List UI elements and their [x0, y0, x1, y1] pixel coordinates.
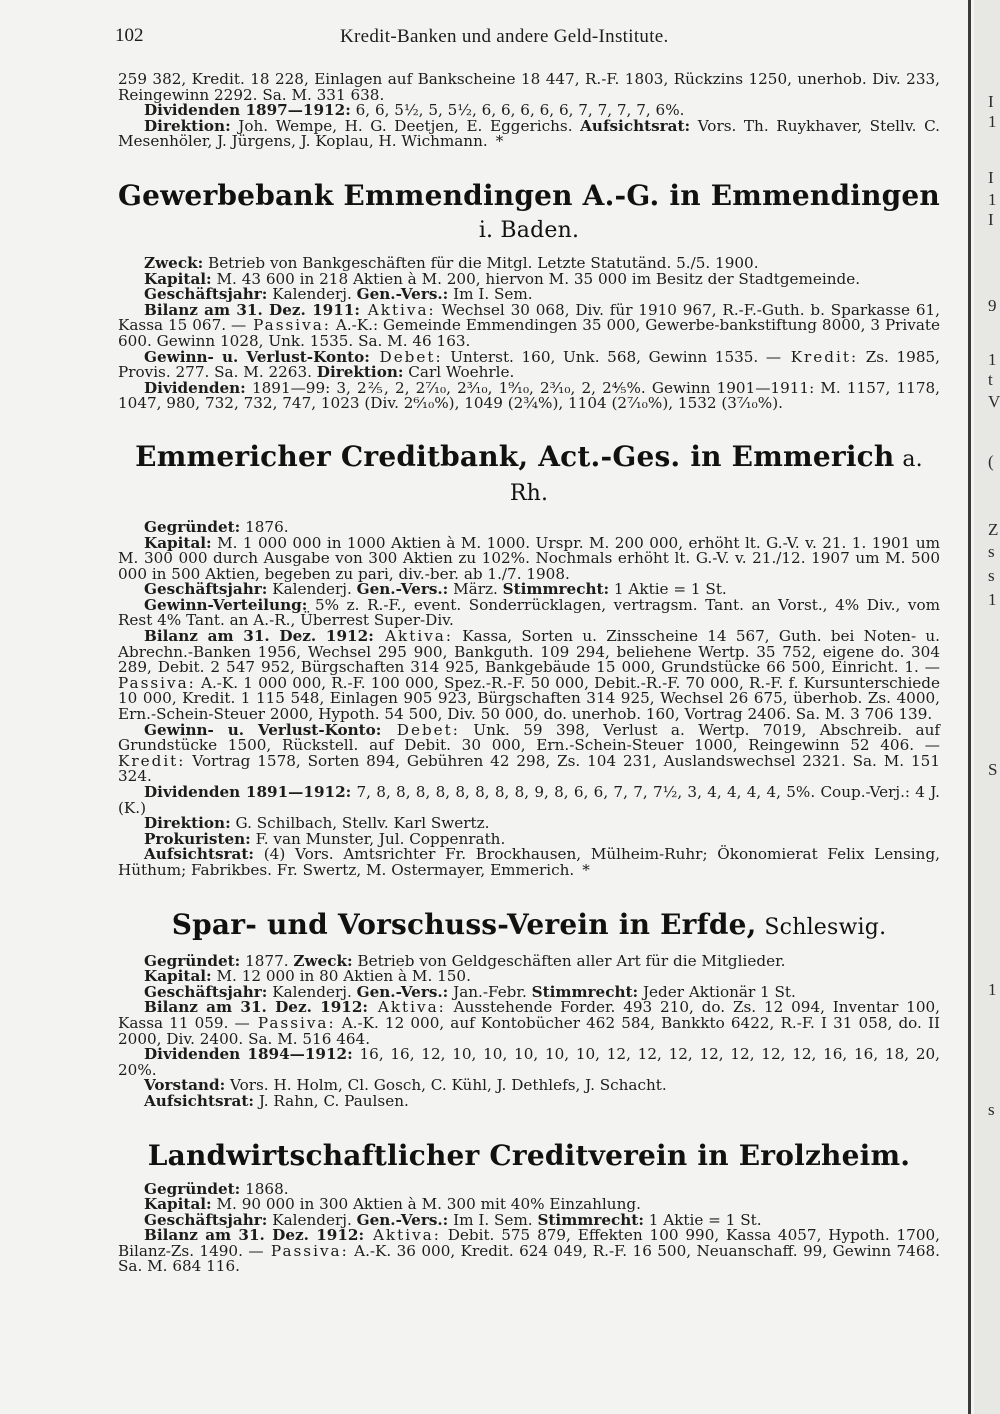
ledger-side: Passiva:: [249, 1013, 336, 1032]
field-value: Kalenderj.: [267, 285, 352, 304]
field-label: Dividenden 1897—1912:: [144, 101, 351, 120]
field-label: Aufsichtsrat:: [144, 845, 254, 864]
field-value: Wechsel 30 068, Div. für 1910 967, R.-F.-Guth. b. Sparkasse 61, Kassa 15 067. —: [118, 300, 940, 335]
title-main: Landwirtschaftlicher Creditverein in Erolzheim.: [147, 1138, 911, 1172]
field-label: Vorstand:: [144, 1076, 226, 1095]
gutter-char: 1: [988, 112, 997, 131]
binding-line: [968, 0, 971, 1414]
section-title: [118, 1140, 940, 1173]
field-value: 1 Aktie = 1 St.: [609, 580, 727, 599]
field-value: Betrieb von Geldgeschäften aller Art für die Mitglieder.: [352, 951, 786, 970]
gutter-char: S: [988, 760, 998, 779]
ledger-side: Aktiva:: [364, 1226, 441, 1245]
title-main: Gewerbebank Emmendingen A.-G. in Emmendingen: [118, 178, 940, 212]
field-label: Kapital:: [144, 967, 212, 986]
entry-paragraph: [118, 1228, 940, 1275]
gutter-char: 1: [988, 190, 997, 209]
field-value: M. 43 600 in 218 Aktien à M. 200, hiervon M. 35 000 im Besitz der Stadtgemeinde.: [211, 269, 861, 288]
page-header: [110, 25, 940, 53]
section-title: [118, 180, 940, 247]
field-label: Aufsichtsrat:: [144, 1091, 254, 1110]
field-value: M. 1 000 000 in 1000 Aktien à M. 1000. Urspr. M. 200 000, erhöht lt. G.-V. v. 21. 1. 1901 um M. 300 000 durch Ausgabe von 300 Aktien zu 102%. Nochmals erhöht lt. G.-V. v. 21./12. 1907 um M. 500 000 in 500 Aktien, begeben zu pari, div.-ber. ab 1./7. 1908.: [118, 533, 940, 583]
field-label: Bilanz am 31. Dez. 1912:: [144, 998, 369, 1017]
field-label: Bilanz am 31. Dez. 1911:: [144, 300, 360, 319]
field-label: Zweck:: [293, 951, 353, 970]
field-label: Gegründet:: [144, 1179, 241, 1198]
section-title: [118, 909, 940, 944]
field-label: Gewinn-Verteilung:: [144, 595, 308, 614]
ledger-side: Aktiva:: [373, 627, 453, 646]
gutter-char: Z: [988, 520, 999, 539]
field-label: Gen.-Vers.:: [356, 1210, 449, 1229]
field-label: Bilanz am 31. Dez. 1912:: [144, 1226, 365, 1245]
gutter-char: 1: [988, 350, 997, 369]
field-label: Stimmrecht:: [537, 1210, 644, 1229]
title-sub: a. Rh.: [509, 446, 923, 506]
section-erolzheim: [118, 1140, 940, 1276]
field-value: G. Schilbach, Stellv. Karl Swertz.: [230, 814, 490, 833]
field-label: Gen.-Vers.:: [356, 982, 449, 1001]
field-value: Vortrag 1578, Sorten 894, Gebühren 42 298, Zs. 104 231, Auslandswechsel 2321. Sa. M. 151 324.: [118, 751, 940, 786]
gutter-char: 1: [988, 590, 997, 609]
field-label: Aufsichtsrat:: [580, 116, 691, 135]
ledger-side: Debet:: [381, 720, 460, 739]
field-label: Gewinn- u. Verlust-Konto:: [144, 347, 370, 366]
entry-paragraph: [118, 847, 940, 878]
field-value: Zs. 1985, Provis. 277. Sa. M. 2263.: [118, 347, 940, 382]
entry-paragraph: [118, 785, 940, 816]
field-label: Dividenden 1894—1912:: [144, 1045, 353, 1064]
entry-paragraph: [118, 1000, 940, 1047]
field-value: M. 90 000 in 300 Aktien à M. 300 mit 40% Einzahlung.: [211, 1195, 641, 1214]
field-value: 259 382, Kredit. 18 228, Einlagen auf Bankscheine 18 447, R.-F. 1803, Rückzins 1250, unerhob. Div. 233, Reingewinn 2292. Sa. M. 331 638.: [118, 70, 940, 104]
gutter-char: (: [988, 452, 994, 471]
field-value: 6, 6, 5½, 5, 5½, 6, 6, 6, 6, 6, 7, 7, 7, 7, 6%.: [350, 101, 685, 120]
entry-paragraph: [118, 595, 940, 630]
section-erfde: [118, 909, 940, 1110]
ledger-side: Kredit:: [781, 347, 859, 366]
field-value: 1 Aktie = 1 St.: [643, 1210, 762, 1229]
ledger-side: Passiva:: [246, 316, 331, 335]
field-value: A.-K. 36 000, Kredit. 624 049, R.-F. 16 500, Neuanschaff. 99, Gewinn 7468. Sa. M. 684 116.: [118, 1241, 940, 1276]
field-value: Ausstehende Forder. 493 210, do. Zs. 12 094, Inventar 100, Kassa 11 059. —: [118, 998, 940, 1032]
field-value: Jan.-Febr.: [448, 982, 527, 1001]
field-value: Kalenderj.: [267, 580, 352, 599]
field-label: Dividenden:: [144, 378, 246, 397]
field-value: Unk. 59 398, Verlust a. Wertp. 7019, Abschreib. auf Grundstücke 1500, Rückstell. auf Debit. 30 000, Ern.-Schein-Steuer 1000, Reingewinn 52 406. —: [118, 720, 940, 755]
entry-paragraph: [118, 72, 940, 103]
field-value: 1877.: [240, 951, 289, 970]
gutter-char: 1: [988, 980, 997, 999]
gutter-char: t: [988, 370, 993, 389]
field-value: Debit. 575 879, Effekten 100 990, Kassa 4057, Hypoth. 1700, Bilanz-Zs. 1490. —: [118, 1226, 940, 1260]
field-value: Betrieb von Bankgeschäften für die Mitgl. Letzte Statutänd. 5./5. 1900.: [203, 253, 759, 272]
field-value: J. Rahn, C. Paulsen.: [254, 1091, 409, 1110]
field-value: 1876.: [240, 517, 289, 536]
field-label: Gen.-Vers.:: [356, 580, 449, 599]
field-value: Im I. Sem.: [448, 285, 533, 304]
field-value: Carl Woehrle.: [403, 363, 515, 382]
field-label: Geschäftsjahr:: [144, 285, 268, 304]
entry-paragraph: [118, 720, 940, 786]
section-emmendingen: [118, 180, 940, 412]
field-label: Prokuristen:: [144, 829, 251, 848]
gutter-char: s: [988, 542, 995, 561]
section-title: [118, 441, 940, 510]
field-label: Gewinn- u. Verlust-Konto:: [144, 720, 382, 739]
field-label: Stimmrecht:: [502, 580, 610, 599]
field-label: Stimmrecht:: [531, 982, 639, 1001]
page-number: 102: [115, 25, 144, 46]
field-value: Vors. H. Holm, Cl. Gosch, C. Kühl, J. Dethlefs, J. Schacht.: [225, 1076, 667, 1095]
field-value: 16, 16, 12, 10, 10, 10, 10, 10, 12, 12, 12, 12, 12, 12, 12, 16, 16, 18, 20, 20%.: [118, 1045, 940, 1079]
field-label: Geschäftsjahr:: [144, 1210, 268, 1229]
field-label: Gegründet:: [144, 951, 241, 970]
running-head: Kredit-Banken und andere Geld-Institute.: [340, 26, 669, 47]
field-label: Kapital:: [144, 1195, 212, 1214]
field-label: Bilanz am 31. Dez. 1912:: [144, 627, 374, 646]
end-marker: *: [582, 860, 590, 879]
field-label: Kapital:: [144, 533, 212, 552]
field-value: Kalenderj.: [267, 982, 352, 1001]
end-marker: *: [495, 132, 504, 151]
field-value: A.-K.: Gemeinde Emmendingen 35 000, Gewerbe-bankstiftung 8000, 3 Private 600. Gewinn 1028, Unk. 1535. Sa. M. 46 163.: [118, 316, 941, 350]
field-value: 7, 8, 8, 8, 8, 8, 8, 8, 8, 9, 8, 6, 6, 7, 7, 7½, 3, 4, 4, 4, 4, 5%. Coup.-Verj.: 4 J. (K.): [118, 783, 940, 817]
title-sub: i. Baden.: [478, 217, 580, 243]
field-label: Geschäftsjahr:: [144, 982, 268, 1001]
gutter-char: I: [988, 168, 994, 187]
gutter-char: s: [988, 1100, 995, 1119]
field-value: 5% z. R.-F., event. Sonderrücklagen, vertragsm. Tant. an Vorst., 4% Div., vom Rest 4% Tant. an A.-R., Überrest Super-Div.: [118, 595, 940, 630]
ledger-side: Aktiva:: [359, 300, 436, 319]
title-main: Spar- und Vorschuss-Verein in Erfde,: [171, 907, 757, 941]
gutter-char: V: [988, 392, 1000, 411]
entry-paragraph: [118, 116, 940, 151]
field-value: A.-K. 12 000, auf Kontobücher 462 584, Bankkto 6422, R.-F. I 31 058, do. II 2000, Div. 2400. Sa. M. 516 464.: [118, 1013, 940, 1048]
page-content: [118, 72, 940, 1275]
field-value: F. van Munster, Jul. Coppenrath.: [250, 829, 506, 848]
entry-paragraph: [118, 533, 940, 583]
section-emmerich: [118, 441, 940, 879]
gutter-char: I: [988, 210, 994, 229]
title-sub: Schleswig.: [764, 914, 887, 940]
entry-paragraph: [118, 347, 940, 382]
gutter-char: 9: [988, 296, 997, 315]
entry-paragraph: [118, 378, 940, 413]
field-value: Vors. Th. Ruykhaver, Stellv. C. Mesenhöler, J. Jürgens, J. Koplau, H. Wichmann.: [118, 116, 940, 151]
field-value: 1868.: [240, 1179, 289, 1198]
field-label: Gen.-Vers.:: [356, 285, 449, 304]
field-value: M. 12 000 in 80 Aktien à M. 150.: [211, 967, 471, 986]
ledger-side: Passiva:: [263, 1241, 349, 1260]
title-main: Emmericher Creditbank, Act.-Ges. in Emmerich: [135, 439, 895, 473]
field-value: 1891—99: 3, 2⅖, 2, 2⁷⁄₁₀, 2³⁄₁₀, 1⁹⁄₁₀, 2³⁄₁₀, 2, 2⁴⁄₅%. Gewinn 1901—1911: M. 1157, 1178, 1047, 980, 732, 732, 747, 1023 (Div. 2⁶⁄₁₀%), 1049 (2¾%), 1104 (2⁷⁄₁₀%), 1532 (3⁷⁄₁₀%).: [118, 378, 940, 413]
adjacent-page-edge: [974, 0, 1000, 1414]
entry-paragraph: [118, 1047, 940, 1078]
field-value: Joh. Wempe, H. G. Deetjen, E. Eggerichs.: [230, 116, 573, 135]
field-label: Direktion:: [144, 116, 231, 135]
field-value: März.: [448, 580, 498, 599]
field-label: Direktion:: [144, 814, 231, 833]
field-value: (4) Vors. Amtsrichter Fr. Brockhausen, Mülheim-Ruhr; Ökonomierat Felix Lensing, Hüthum; Fabrikbes. Fr. Swertz, M. Ostermayer, Emmerich.: [118, 845, 940, 879]
gutter-char: I: [988, 92, 994, 111]
field-value: Unterst. 160, Unk. 568, Gewinn 1535. —: [442, 347, 782, 366]
field-label: Kapital:: [144, 269, 212, 288]
field-value: Jeder Aktionär 1 St.: [638, 982, 796, 1001]
field-label: Zweck:: [144, 253, 204, 272]
ledger-side: Kredit:: [118, 751, 186, 770]
field-value: Im I. Sem.: [448, 1210, 533, 1229]
gutter-char: s: [988, 566, 995, 585]
field-label: Gegründet:: [144, 517, 241, 536]
ledger-side: Aktiva:: [368, 998, 446, 1017]
ledger-side: Passiva:: [118, 673, 196, 692]
entry-paragraph: [118, 629, 940, 723]
field-label: Geschäftsjahr:: [144, 580, 268, 599]
section-continued: [118, 72, 940, 150]
ledger-side: Debet:: [369, 347, 443, 366]
entry-paragraph: [118, 300, 941, 350]
field-label: Dividenden 1891—1912:: [144, 783, 352, 801]
field-value: Kassa, Sorten u. Zinsscheine 14 567, Guth. bei Noten- u. Abrechn.-Banken 1956, Wechsel 295 900, Bankguth. 109 294, beliehene Wertp. 35 752, eigene do. 304 289, Debit. 2 547 952, Bürgschaften 314 925, Bankgebäude 15 000, Grundstücke 66 500, Einricht. 1. —: [118, 627, 940, 677]
entry-paragraph: [118, 1091, 940, 1110]
field-value: A.-K. 1 000 000, R.-F. 100 000, Spez.-R.-F. 50 000, Debit.-R.-F. 70 000, R.-F. f. Kursunterschiede 10 000, Kredit. 1 115 548, Einlagen 905 923, Bürgschaften 314 925, Wechsel 26 675, überhob. Zs. 4000, Ern.-Schein-Steuer 2000, Hypoth. 54 500, Div. 50 000, do. unerhob. 160, Vortrag 2406. Sa. M. 3 706 139.: [118, 673, 940, 724]
field-label: Direktion:: [316, 363, 404, 382]
field-value: Kalenderj.: [267, 1210, 352, 1229]
